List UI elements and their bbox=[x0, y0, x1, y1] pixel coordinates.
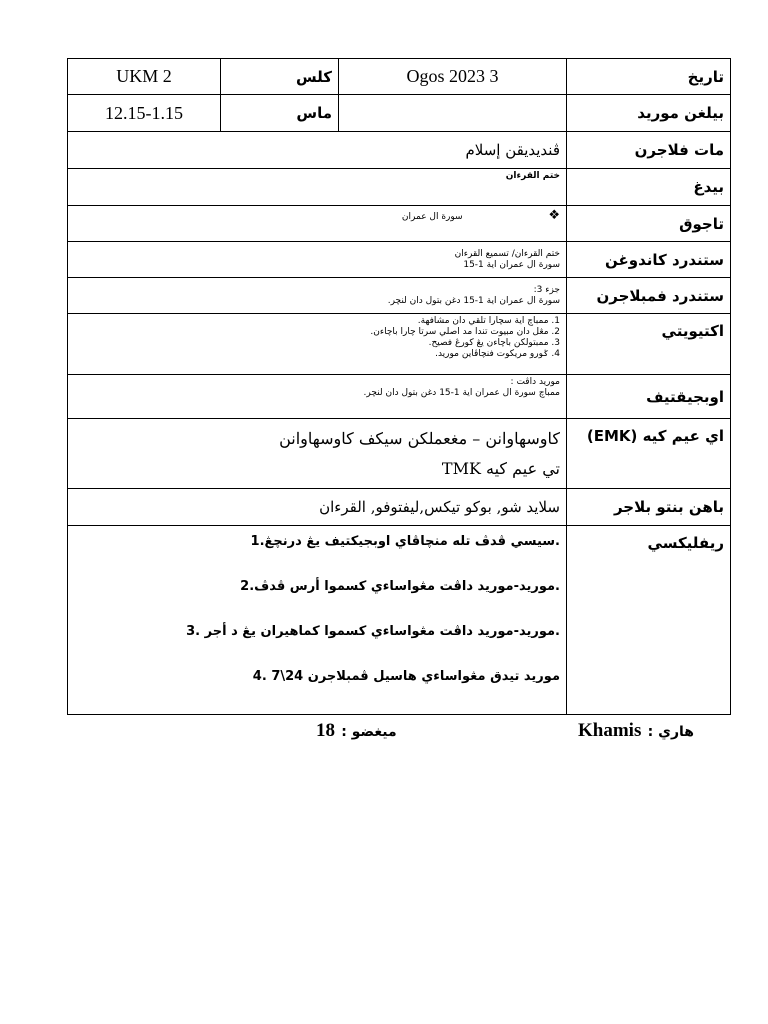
reflection-label: ريفليكسي bbox=[567, 526, 731, 715]
activity-item: 1. ممباچ اية سچارا تلقي دان مشافهة. bbox=[417, 316, 560, 326]
date-value: Ogos 2023 3 bbox=[339, 59, 567, 95]
materials-label: باهن بنتو بلاجر bbox=[567, 489, 731, 526]
row-reflection bbox=[68, 526, 731, 715]
row-objective bbox=[68, 375, 731, 419]
row-field bbox=[68, 169, 731, 206]
reflection-item: موريد تيدق مڠواساءي هاسيل ڤمبلاجرن 24\7 .4 bbox=[252, 669, 560, 684]
content-standard-line1: ختم القرءان/ تسميع القرءان bbox=[454, 248, 560, 259]
row-date-class bbox=[68, 59, 731, 95]
materials-value: سلايد شو, بوكو تيكس,ليفتوفو, القرءان bbox=[68, 489, 567, 526]
topic-cell bbox=[68, 206, 567, 242]
class-label: كلس bbox=[221, 59, 339, 95]
row-topic bbox=[68, 206, 731, 242]
row-content-standard bbox=[68, 242, 731, 278]
topic-value: سورة ال عمران bbox=[401, 212, 463, 222]
activity-item: 2. مڠل دان مبيوت تندا مد اصلي سرتا چارا باچاءن. bbox=[370, 327, 560, 337]
content-standard-value bbox=[68, 242, 567, 278]
reflection-value bbox=[68, 526, 567, 715]
content-standard-line2: سورة ال عمران اية 1-15 bbox=[463, 259, 560, 270]
diamond-bullet-icon: ❖ bbox=[548, 208, 560, 223]
day-label: هاري : bbox=[647, 724, 694, 740]
row-materials bbox=[68, 489, 731, 526]
footer-day bbox=[578, 720, 694, 742]
footer-week bbox=[316, 720, 397, 742]
week-label: ميغضو : bbox=[341, 724, 397, 740]
row-subject bbox=[68, 132, 731, 169]
reflection-item: .موريد-موريد داڤت مڠواساءي كسموا أرس ڤدڤ.2 bbox=[240, 579, 560, 594]
content-standard-label: ستندرد كاندوغن bbox=[567, 242, 731, 278]
activity-item: 3. ممبتولكن باچاءن يڠ كورڠ فصيح. bbox=[428, 338, 560, 348]
time-label: ماس bbox=[221, 95, 339, 132]
learning-standard-label: ستندرد فمبلاجرن bbox=[567, 278, 731, 314]
row-learning-standard bbox=[68, 278, 731, 314]
row-emk bbox=[68, 419, 731, 489]
activities-label: اكتيويتي bbox=[567, 314, 731, 375]
time-value: 12.15-1.15 bbox=[68, 95, 221, 132]
emk-line2: تي عيم كيه TMK bbox=[441, 458, 560, 478]
lesson-plan-table bbox=[67, 58, 731, 715]
date-label: تاريخ bbox=[567, 59, 731, 95]
objective-value bbox=[68, 375, 567, 419]
row-activities bbox=[68, 314, 731, 375]
row-pupils-time bbox=[68, 95, 731, 132]
learning-standard-line2: سورة ال عمران اية 1-15 دغن بتول دان لنچر. bbox=[387, 295, 560, 306]
emk-value bbox=[68, 419, 567, 489]
field-value: ختم القرءان bbox=[68, 169, 567, 206]
emk-line1: كاوسهاوانن – مغعملكن سيكف كاوسهاوانن bbox=[279, 428, 560, 448]
activity-item: 4. ݢورو مريكوت فنچاڤاين موريد. bbox=[435, 349, 560, 359]
topic-label: تاجوق bbox=[567, 206, 731, 242]
objective-line2: ممباچ سورة ال عمران اية 1-15 دغن بتول دان لنچر. bbox=[363, 388, 560, 398]
objective-label: اوبجيقتيف bbox=[567, 375, 731, 419]
activities-value bbox=[68, 314, 567, 375]
emk-label: اي عيم كيه (EMK) bbox=[567, 419, 731, 489]
reflection-item: .سيسي ڤدڤ تله منچاڤاي اوبجيكتيف يڠ درنچڠ.1 bbox=[250, 534, 560, 549]
class-value: UKM 2 bbox=[68, 59, 221, 95]
learning-standard-value bbox=[68, 278, 567, 314]
day-value: Khamis bbox=[578, 720, 642, 741]
field-label: بيدغ bbox=[567, 169, 731, 206]
subject-value: ڤنديديقن إسلام bbox=[68, 132, 567, 169]
subject-label: مات فلاجرن bbox=[567, 132, 731, 169]
objective-line1: موريد داڤت : bbox=[510, 377, 560, 387]
learning-standard-line1: جزء 3: bbox=[533, 284, 560, 295]
pupil-count-label: بيلغن موريد bbox=[567, 95, 731, 132]
week-value: 18 bbox=[316, 720, 335, 741]
pupil-count-value bbox=[339, 95, 567, 132]
reflection-item: .موريد-موريد داڤت مڠواساءي كسموا كماهيران يڠ د أجر .3 bbox=[186, 624, 560, 639]
